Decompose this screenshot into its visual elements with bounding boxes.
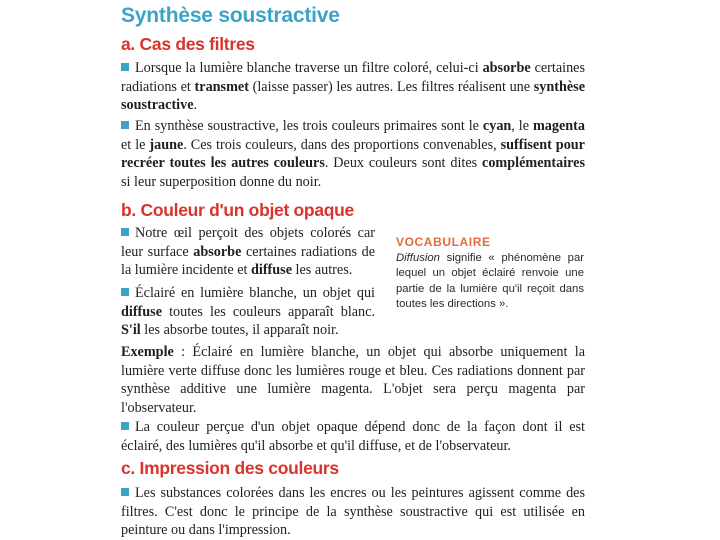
section-b-paragraph-2: Éclairé en lumière blanche, un objet qui diffuse toutes les couleurs apparaît blanc. S'il les absorbe toutes, il apparaît noir. <box>121 285 375 339</box>
bullet-icon <box>121 121 129 129</box>
bullet-icon <box>121 288 129 296</box>
section-a-paragraph-2: En synthèse soustractive, les trois couleurs primaires sont le cyan, le magenta et le jaune. Ces trois couleurs, dans des proportions convenables, suffisent pour recréer toutes les autres couleurs. Deux couleurs sont dites complémentaires si leur superposition donne du noir. <box>121 118 585 190</box>
section-a-heading: a. Cas des filtres <box>121 34 255 54</box>
bullet-icon <box>121 488 129 496</box>
bullet-icon <box>121 228 129 236</box>
example-paragraph: Exemple : Éclairé en lumière blanche, un objet qui absorbe uniquement la lumière verte diffuse donc les lumières rouge et bleu. Ces radiations donnent par synthèse additive une lumière magenta. L'objet sera perçu magenta par l'observateur. <box>121 344 585 416</box>
section-b-paragraph-3: La couleur perçue d'un objet opaque dépend donc de la façon dont il est éclairé, des lumières qu'il absorbe et qu'il diffuse, et de l'observateur. <box>121 419 585 454</box>
section-c-paragraph-1: Les substances colorées dans les encres ou les peintures agissent comme des filtres. C'est donc le principe de la synthèse soustractive qui est utilisée en peinture ou dans l'impression. <box>121 485 585 539</box>
vocabulary-box <box>396 235 584 312</box>
section-b-heading: b. Couleur d'un objet opaque <box>121 200 354 220</box>
vocabulary-definition: Diffusion signifie « phénomène par lequel un objet éclairé renvoie une partie de la lumière qu'il reçoit dans toutes les directions ». <box>396 252 584 310</box>
bullet-icon <box>121 63 129 71</box>
page-title: Synthèse soustractive <box>121 4 340 27</box>
section-a-paragraph-1: Lorsque la lumière blanche traverse un filtre coloré, celui-ci absorbe certaines radiations et transmet (laisse passer) les autres. Les filtres réalisent une synthèse soustractive. <box>121 60 585 114</box>
vocabulary-title: VOCABULAIRE <box>396 235 491 249</box>
section-b-paragraph-1: Notre œil perçoit des objets colorés car leur surface absorbe certaines radiations de la lumière incidente et diffuse les autres. <box>121 225 376 279</box>
section-c-heading: c. Impression des couleurs <box>121 458 339 478</box>
bullet-icon <box>121 422 129 430</box>
